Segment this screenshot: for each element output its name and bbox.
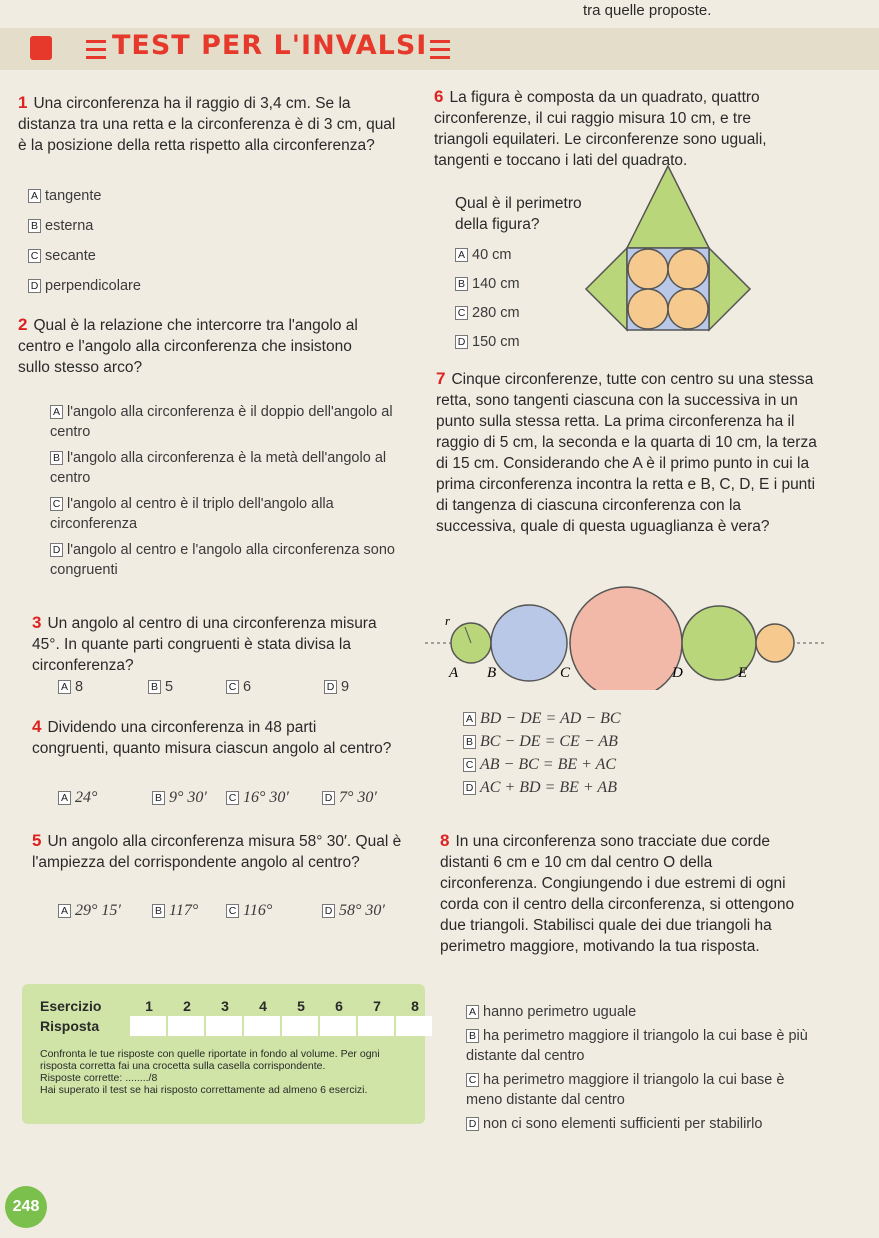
answer-summary [22,984,425,1124]
option[interactable]: A l'angolo alla circonferenza è il doppio dell'angolo al centro [50,404,393,440]
question-2: 2 Qual è la relazione che intercorre tra l'angolo al centro e l'angolo alla circonferenza che insistono sullo stesso arco? [18,315,358,376]
option[interactable]: D 9 [324,677,349,697]
summary-number: 8 [411,998,419,1014]
answer-cell[interactable] [130,1016,166,1036]
triangle-top [627,166,709,248]
option[interactable]: A 8 [58,677,148,697]
answer-cell[interactable] [358,1016,394,1036]
option[interactable]: B 9° 30′ [152,788,226,808]
option[interactable]: B esterna [28,216,328,236]
option[interactable]: D non ci sono elementi sufficienti per stabilirlo [466,1114,811,1134]
label-D: D [672,665,683,681]
option[interactable]: C AB − BC = BE + AC [463,755,763,775]
triangle-left [586,248,627,330]
question-6-options [455,245,595,352]
circle-3 [570,587,682,690]
summary-number: 1 [145,998,153,1014]
label-E: E [738,665,748,681]
summary-number: 4 [259,998,267,1014]
summary-exercise-label: Esercizio [40,998,102,1014]
figure-five-circles [425,585,825,690]
answer-cell[interactable] [282,1016,318,1036]
question-8: 8 In una circonferenza sono tracciate due corde distanti 6 cm e 10 cm dal centro O della circonferenza. Congiungendo i due estremi di ogni corda con il centro della circonferenza, si ottengono due triangoli. Stabilisci quale dei due triangoli ha perimetro maggiore, motivando la tua risposta. [440,831,795,955]
summary-answer-label: Risposta [40,1018,100,1034]
summary-pass-note: Hai superato il test se hai risposto correttamente ad almeno 6 esercizi. [40,1084,368,1096]
label-C: C [560,665,571,681]
answer-cell[interactable] [396,1016,432,1036]
option[interactable]: B l'angolo alla circonferenza è la metà dell'angolo al centro [50,450,387,486]
option[interactable]: D l'angolo al centro e l'angolo alla circonferenza sono congruenti [50,542,395,578]
book-icon [30,36,52,60]
title-stripes-right [430,40,450,59]
option[interactable]: C secante [28,246,328,266]
triangle-right [709,248,750,330]
figure-square-circles-triangles [582,160,774,370]
option[interactable]: A 29° 15′ [58,901,152,921]
option[interactable]: D AC + BD = BE + AB [463,778,763,798]
summary-number: 3 [221,998,229,1014]
option[interactable]: C ha perimetro maggiore il triangolo la cui base è meno distante dal centro [466,1072,785,1108]
option[interactable]: C l'angolo al centro è il triplo dell'angolo alla circonferenza [50,496,334,532]
header-note: tra quelle proposte. [583,2,712,19]
option[interactable]: B 140 cm [455,274,595,294]
option[interactable]: D 150 cm [455,332,595,352]
answer-cell[interactable] [206,1016,242,1036]
question-1-options [28,186,328,296]
question-1-text: Una circonferenza ha il raggio di 3,4 cm. Se la distanza tra una retta e la circonferenza è di 3 cm, qual è la posizione della retta rispetto alla circonferenza? [18,95,396,154]
page-number: 248 [5,1186,47,1228]
option[interactable]: B 117° [152,901,226,921]
option[interactable]: A tangente [28,186,328,206]
question-7-options [463,709,763,798]
label-r: r [445,613,451,628]
option[interactable]: B ha perimetro maggiore il triangolo la cui base è più distante dal centro [466,1028,808,1064]
question-4: 4 Dividendo una circonferenza in 48 parti congruenti, quanto misura ciascun angolo al centro? [32,717,392,757]
option[interactable]: B BC − DE = CE − AB [463,732,763,752]
circle-5 [756,624,794,662]
circle-2 [491,605,567,681]
option[interactable]: A 40 cm [455,245,595,265]
title-stripes-left [86,40,106,59]
question-1: 1 Una circonferenza ha il raggio di 3,4 cm. Se la distanza tra una retta e la circonferenza è di 3 cm, qual è la posizione della retta rispetto alla circonferenza? [18,93,396,154]
question-5: 5 Un angolo alla circonferenza misura 58° 30′. Qual è l'ampiezza del corrispondente angolo al centro? [32,831,402,871]
answer-cell[interactable] [320,1016,356,1036]
option[interactable]: C 6 [226,677,324,697]
question-7: 7 Cinque circonferenze, tutte con centro su una stessa retta, sono tangenti ciascuna con la successiva in un punto sulla stessa retta. La prima circonferenza ha il raggio di 5 cm, la seconda e la quarta di 10 cm, la terza di 15 cm. Considerando che A è il primo punto in cui la prima circonferenza incontra la retta e B, C, D, E i punti di tangenza di ciascuna circonferenza con la successiva, quale di questa uguaglianza è vera? [436,369,817,535]
summary-score: Risposte corrette: ......../8 [40,1072,158,1084]
question-2-options [50,402,410,580]
answer-cell[interactable] [168,1016,204,1036]
option[interactable]: A hanno perimetro uguale [466,1002,811,1022]
question-3-options [58,677,388,697]
label-A: A [449,665,459,681]
question-8-options [466,1002,811,1134]
option[interactable]: D 7° 30′ [322,788,377,808]
summary-number: 6 [335,998,343,1014]
option[interactable]: A 24° [58,788,152,808]
question-6: 6 La figura è composta da un quadrato, quattro circonferenze, il cui raggio misura 10 cm, e tre triangoli equilateri. Le circonferenze sono uguali, tangenti e toccano i lati del quadrato. [434,87,767,169]
summary-number: 7 [373,998,381,1014]
question-6-ask: Qual è il perimetro della figura? [455,195,582,233]
question-3: 3 Un angolo al centro di una circonferenza misura 45°. In quante parti congruenti è stata divisa la circonferenza? [32,613,377,674]
option[interactable]: D 58° 30′ [322,901,385,921]
circle [668,249,708,289]
summary-number: 2 [183,998,191,1014]
circle [668,289,708,329]
option[interactable]: C 116° [226,901,322,921]
circle [628,289,668,329]
answer-cell[interactable] [244,1016,280,1036]
label-B: B [487,665,497,681]
option[interactable]: A BD − DE = AD − BC [463,709,763,729]
question-4-options [58,788,418,808]
summary-instructions: Confronta le tue risposte con quelle riportate in fondo al volume. Per ogni risposta corretta fai una crocetta sulla casella corrispondente. [40,1048,380,1072]
section-title: TEST PER L'INVALSI [112,30,428,61]
option[interactable]: C 16° 30′ [226,788,322,808]
option[interactable]: D perpendicolare [28,276,328,296]
question-5-options [58,901,428,921]
option[interactable]: B 5 [148,677,226,697]
circle [628,249,668,289]
option[interactable]: C 280 cm [455,303,595,323]
summary-number: 5 [297,998,305,1014]
